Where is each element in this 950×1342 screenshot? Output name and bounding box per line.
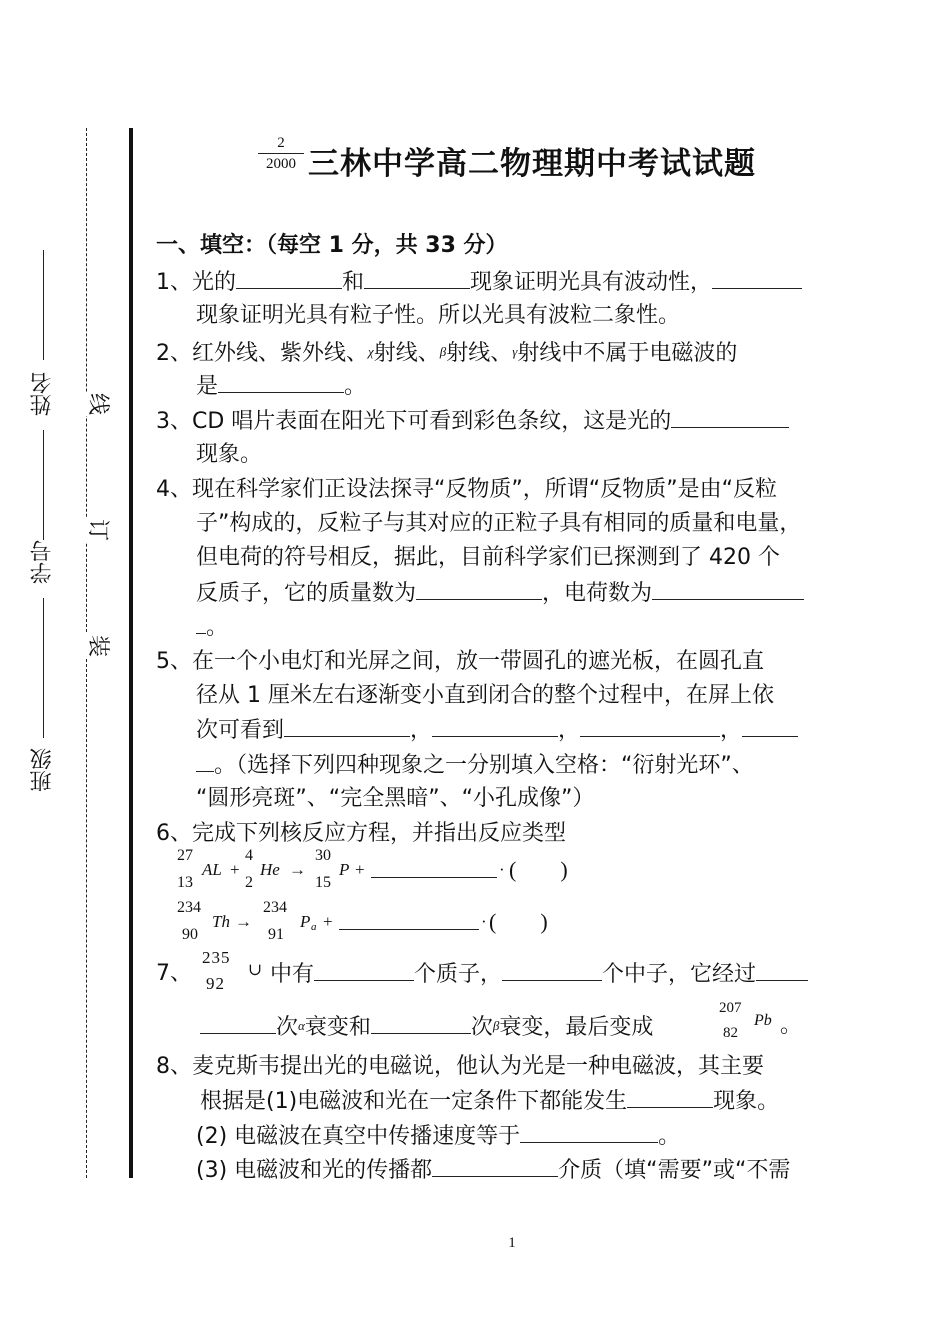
q5-line5: “圆形亮斑”、“完全黑暗”、“小孔成像”） — [196, 786, 595, 811]
q4-line2: 子”构成的，反粒子与其对应的正粒子具有相同的质量和电量， — [196, 511, 802, 536]
q8-text2b: 现象。 — [713, 1089, 780, 1114]
beta-symbol-q7: β — [492, 1018, 500, 1033]
binding-char-line — [84, 392, 110, 416]
q5-line2: 径从 1 厘米左右逐渐变小直到闭合的整个过程中，在屏上依 — [196, 683, 774, 708]
eq1-type-paren[interactable]: ( ) — [509, 857, 568, 882]
q7-text3: 个中子，它经过 — [602, 962, 757, 987]
q8-text3a: (2) 电磁波在真空中传播速度等于 — [196, 1124, 521, 1149]
binding-char-line-text: 线 — [84, 392, 110, 416]
eq2-dot: · — [481, 912, 487, 931]
q2-text1: 红外线、紫外线、 — [192, 341, 369, 366]
margin-line-3 — [43, 598, 44, 738]
q7-blank3-cont[interactable] — [200, 1013, 276, 1034]
eq2-mass-th: 234 — [177, 899, 201, 916]
equation-1 — [175, 847, 595, 895]
q2-blank[interactable] — [218, 372, 344, 393]
margin-line-top — [43, 250, 44, 360]
eq2-blank[interactable] — [339, 929, 479, 930]
q4-line3: 但电荷的符号相反，据此，目前科学家们已探测到了 420 个 — [196, 545, 780, 570]
q7-number: 7、 — [156, 961, 192, 986]
q7-symbol-u: ∪ — [248, 960, 263, 980]
equation-2 — [175, 899, 595, 947]
q5-text3: 次可看到 — [196, 718, 285, 743]
fraction-bar — [258, 153, 304, 154]
q7-text6: 次 — [470, 1015, 493, 1040]
q2-text5: 是 — [196, 374, 219, 399]
eq2-atomic-th: 90 — [182, 926, 198, 943]
q1-line1 — [156, 268, 802, 297]
q7-mass-u: 235 — [202, 948, 231, 967]
q6-line1 — [156, 820, 566, 848]
q1-blank3[interactable] — [712, 268, 802, 289]
q8-line4 — [196, 1156, 790, 1185]
eq2-symbol-pa-sub: a — [311, 921, 317, 933]
q7-blank4[interactable] — [371, 1013, 471, 1034]
q5-text4: 。（选择下列四种现象之一分别填入空格：“衍射光环”、 — [214, 753, 754, 778]
class-label-text: 班级 — [30, 748, 55, 792]
q4-line5 — [196, 613, 228, 642]
eq1-plus1: + — [230, 860, 240, 879]
q6-text: 完成下列核反应方程，并指出反应类型 — [192, 821, 567, 846]
q1-blank1[interactable] — [236, 268, 342, 289]
q7-symbol-pb: Pb — [754, 1012, 772, 1029]
q2-text6: 。 — [344, 374, 367, 399]
q1-text3: 现象证明光具有波动性， — [470, 270, 713, 295]
q7-line2 — [200, 1012, 653, 1042]
q5-blank1[interactable] — [284, 716, 410, 737]
q1-number: 1、 — [156, 270, 192, 295]
eq1-symbol-he: He — [260, 860, 280, 879]
q2-line2 — [196, 372, 366, 401]
name-label-text: 姓名 — [30, 372, 55, 416]
q4-number: 4、 — [156, 477, 192, 502]
eq2-symbol-pa: P — [300, 912, 311, 931]
q2-line1 — [156, 338, 737, 368]
eq1-symbol-al: AL — [202, 860, 222, 879]
eq1-atomic-he: 2 — [245, 874, 253, 891]
q4-blank2[interactable] — [652, 579, 804, 600]
q4-text5: 。 — [206, 615, 229, 640]
eq1-symbol-p: P — [339, 860, 350, 879]
q5-blank4-cont[interactable] — [196, 751, 214, 772]
fraction-numerator: 2 — [277, 135, 285, 151]
q7-line1 — [270, 960, 808, 989]
q8-text4a: (3) 电磁波和光的传播都 — [196, 1158, 433, 1183]
q2-text2: 射线、 — [373, 341, 440, 366]
q3-number: 3、 — [156, 409, 192, 434]
q5-blank4[interactable] — [742, 716, 798, 737]
q8-text2a: 根据是(1)电磁波和光在一定条件下都能发生 — [200, 1089, 628, 1114]
q5-comma2: ， — [558, 718, 581, 743]
q8-line3 — [196, 1122, 680, 1151]
student-id-label — [30, 540, 56, 590]
fraction-denominator: 2000 — [266, 156, 296, 172]
q7-blank3[interactable] — [756, 960, 808, 981]
student-id-label-text: 学号 — [30, 540, 55, 584]
q7-text2: 个质子， — [414, 962, 503, 987]
q5-line3 — [196, 716, 798, 745]
q7-blank1[interactable] — [314, 960, 414, 981]
q7-text7: 衰变，最后变成 — [499, 1015, 654, 1040]
eq2-arrow: → — [235, 912, 252, 931]
q7-atomic-u: 92 — [206, 974, 225, 993]
q5-line1 — [156, 648, 764, 676]
q1-text1: 光的 — [192, 270, 237, 295]
eq1-mass-p: 30 — [315, 847, 331, 864]
name-label — [30, 372, 56, 422]
q2-text4: 射线中不属于电磁波的 — [517, 341, 738, 366]
q3-text1: CD 唱片表面在阳光下可看到彩色条纹，这是光的 — [192, 409, 672, 434]
q7-text8: 。 — [780, 1013, 803, 1038]
section-heading: 一、填空：（每空 1 分，共 33 分） — [156, 233, 508, 258]
q5-comma3: ， — [720, 718, 743, 743]
eq2-type-paren[interactable]: ( ) — [489, 909, 548, 934]
q8-line2 — [200, 1087, 779, 1116]
q3-blank[interactable] — [671, 407, 789, 428]
binding-char-ding-text: 订 — [84, 518, 110, 542]
q8-blank1[interactable] — [627, 1087, 713, 1108]
q7-mass-pb: 207 — [719, 1000, 742, 1016]
q4-text4a: 反质子，它的质量数为 — [196, 581, 417, 606]
binding-char-ding — [84, 518, 110, 542]
q8-blank3[interactable] — [432, 1156, 558, 1177]
q7-text1: 中有 — [270, 962, 315, 987]
q2-text3: 射线、 — [446, 341, 513, 366]
q8-text1: 麦克斯韦提出光的电磁说，他认为光是一种电磁波，其主要 — [192, 1054, 765, 1079]
binding-char-zhuang — [84, 634, 110, 658]
margin-solid-rule — [129, 128, 133, 1178]
q5-blank2[interactable] — [432, 716, 558, 737]
page-number: 1 — [508, 1235, 516, 1251]
q2-number: 2、 — [156, 341, 192, 366]
page-title: 三林中学高二物理期中考试试题 — [308, 146, 756, 182]
q5-comma1: ， — [410, 718, 433, 743]
chi-symbol: χ — [368, 344, 374, 359]
q3-line1 — [156, 407, 789, 436]
q8-text3b: 。 — [658, 1124, 681, 1149]
q7-text5: 衰变和 — [304, 1015, 371, 1040]
eq2-mass-pa: 234 — [263, 899, 287, 916]
binding-char-zhuang-text: 装 — [84, 634, 110, 658]
q4-text4b: ，电荷数为 — [542, 581, 653, 606]
gamma-symbol: γ — [512, 344, 518, 359]
q4-blank1[interactable] — [416, 579, 542, 600]
q5-line4 — [196, 751, 754, 780]
q1-line2: 现象证明光具有粒子性。所以光具有波粒二象性。 — [196, 303, 681, 328]
q4-text1: 现在科学家们正设法探寻“反物质”，所谓“反物质”是由“反粒 — [192, 477, 777, 502]
beta-symbol: β — [439, 344, 447, 359]
eq1-atomic-al: 13 — [177, 874, 193, 891]
eq1-dot: · — [499, 860, 505, 879]
q4-line4 — [196, 579, 804, 608]
q5-text1: 在一个小电灯和光屏之间，放一带圆孔的遮光板，在圆孔直 — [192, 649, 765, 674]
q5-blank3[interactable] — [580, 716, 720, 737]
eq2-symbol-th: Th — [212, 912, 230, 931]
eq1-blank[interactable] — [371, 877, 497, 878]
q8-line1 — [156, 1053, 764, 1081]
q7-blank2[interactable] — [502, 960, 602, 981]
class-label — [30, 748, 56, 798]
q7-text4: 次 — [276, 1015, 299, 1040]
q1-text2: 和 — [342, 270, 365, 295]
eq1-mass-he: 4 — [245, 847, 253, 864]
q4-line1 — [156, 476, 777, 504]
title-fraction — [258, 134, 304, 173]
margin-line-2 — [43, 430, 44, 540]
eq1-mass-al: 27 — [177, 847, 193, 864]
eq1-arrow: → — [289, 860, 306, 879]
q8-number: 8、 — [156, 1054, 192, 1079]
q3-line2: 现象。 — [196, 442, 263, 467]
q5-number: 5、 — [156, 649, 192, 674]
alpha-symbol: α — [298, 1018, 305, 1033]
q4-blank2-cont[interactable] — [196, 613, 206, 634]
eq2-atomic-pa: 91 — [268, 926, 284, 943]
eq2-plus: + — [323, 912, 333, 931]
q8-text4b: 介质（填“需要”或“不需 — [558, 1158, 791, 1183]
q8-blank2[interactable] — [520, 1122, 658, 1143]
q7-atomic-pb: 82 — [723, 1025, 738, 1041]
q1-blank2[interactable] — [364, 268, 470, 289]
eq1-plus2: + — [355, 860, 365, 879]
q6-number: 6、 — [156, 821, 192, 846]
eq1-atomic-p: 15 — [315, 874, 331, 891]
